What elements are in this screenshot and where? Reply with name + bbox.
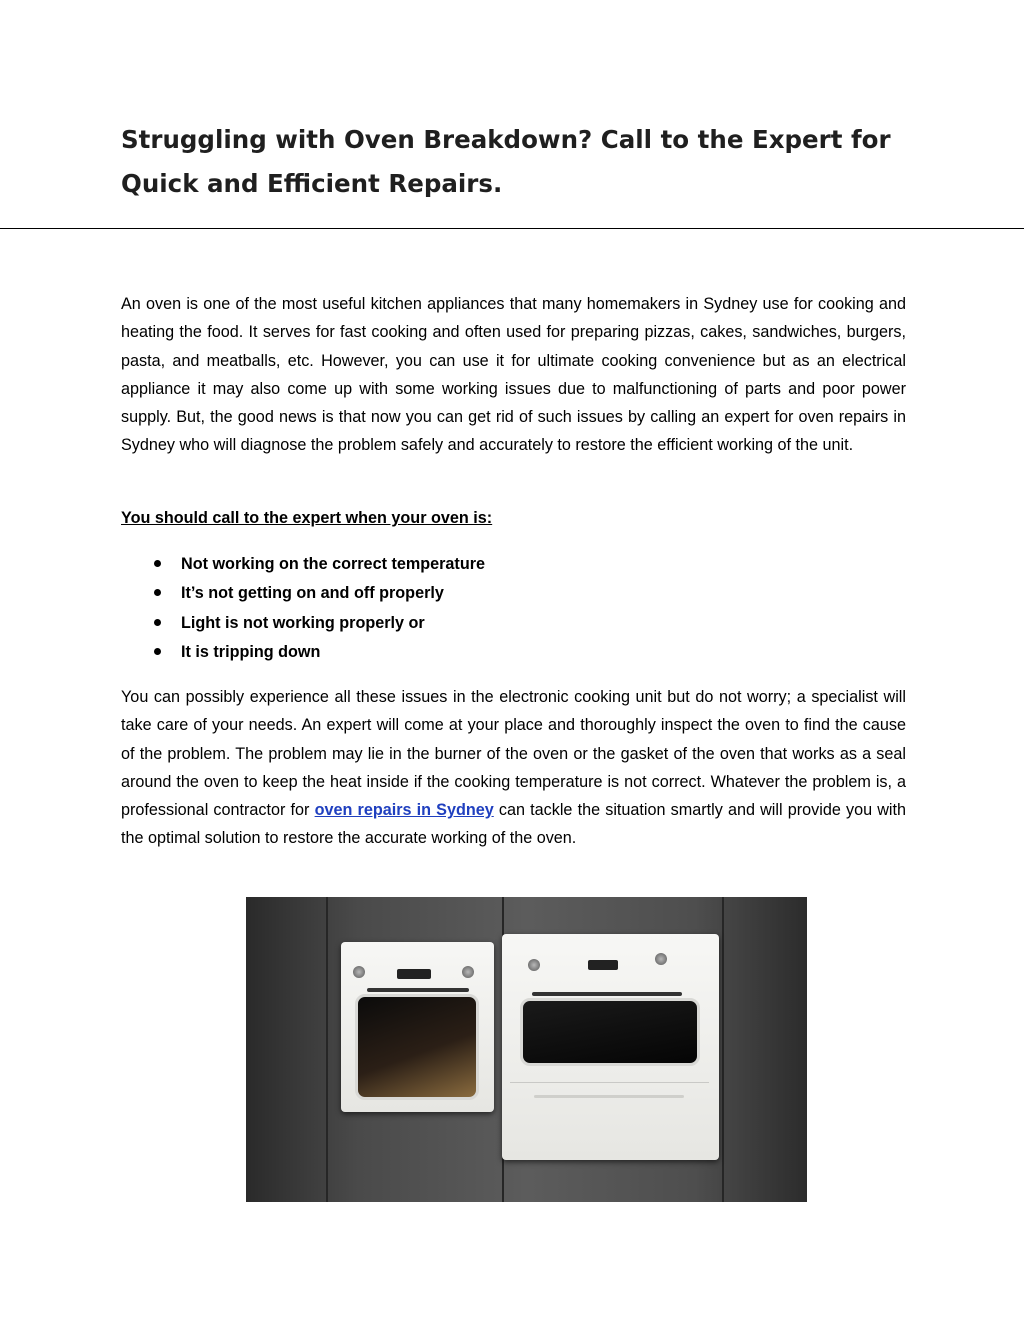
- bullet-icon: [154, 619, 161, 626]
- body-text-end: can tackle the situation smartly and will provide you with the optimal solution to restore the accurate working of the oven.: [121, 801, 906, 848]
- left-oven: [341, 942, 494, 1112]
- list-item: [121, 639, 485, 668]
- body-paragraph: [121, 683, 906, 853]
- body-text-start: You can possibly experience all these issues in the electronic cooking unit but do not worry; a specialist will take care of your needs. An expert will come at your place and thoroughly inspect the oven to find the cause of the problem. The problem may lie in the burner of the oven or the gasket of the oven that works as a seal around the oven to keep the heat inside if the cooking temperature is not correct. Whatever the problem is, a professional contractor for: [121, 688, 906, 820]
- knob-icon: [353, 966, 365, 978]
- intro-paragraph: An oven is one of the most useful kitchen appliances that many homemakers in Sydney use for cooking and heating the food. It serves for fast cooking and often used for preparing pizzas, cakes, sandwiches, burgers, pasta, and meatballs, etc. However, you can use it for ultimate cooking convenience but as an electrical appliance it may also come up with some working issues due to malfunctioning of parts and poor power supply. But, the good news is that now you can get rid of such issues by calling an expert for oven repairs in Sydney who will diagnose the problem safely and accurately to restore the efficient working of the unit.: [121, 295, 906, 455]
- bullet-icon: [154, 648, 161, 655]
- knob-icon: [655, 953, 667, 965]
- oven-photo: [246, 897, 807, 1202]
- knob-icon: [528, 959, 540, 971]
- title-divider: [0, 228, 1024, 229]
- right-oven: [502, 934, 719, 1160]
- oven-handle: [532, 992, 682, 996]
- cabinet-seam: [326, 897, 328, 1202]
- oven-repairs-link[interactable]: oven repairs in Sydney: [314, 801, 494, 820]
- bullet-icon: [154, 560, 161, 567]
- warming-drawer: [510, 1082, 709, 1153]
- list-item: [121, 580, 485, 609]
- oven-handle: [367, 988, 469, 992]
- list-item: [121, 551, 485, 580]
- issue-list: [121, 551, 485, 668]
- oven-window: [520, 998, 700, 1066]
- oven-window: [355, 994, 479, 1100]
- drawer-handle: [534, 1095, 684, 1098]
- list-item-text: It’s not getting on and off properly: [181, 584, 444, 603]
- oven-display: [588, 960, 618, 970]
- list-item: [121, 610, 485, 639]
- list-item-text: It is tripping down: [181, 642, 321, 661]
- list-item-text: Not working on the correct temperature: [181, 555, 486, 573]
- list-item-text: Light is not working properly or: [181, 613, 425, 632]
- oven-display: [397, 969, 431, 979]
- bullet-icon: [154, 589, 161, 596]
- section-subheading: You should call to the expert when your oven is:: [121, 509, 493, 527]
- cabinet-seam: [722, 897, 724, 1202]
- knob-icon: [462, 966, 474, 978]
- page-title: Struggling with Oven Breakdown? Call to the Expert for Quick and Efficient Repairs.: [121, 125, 891, 198]
